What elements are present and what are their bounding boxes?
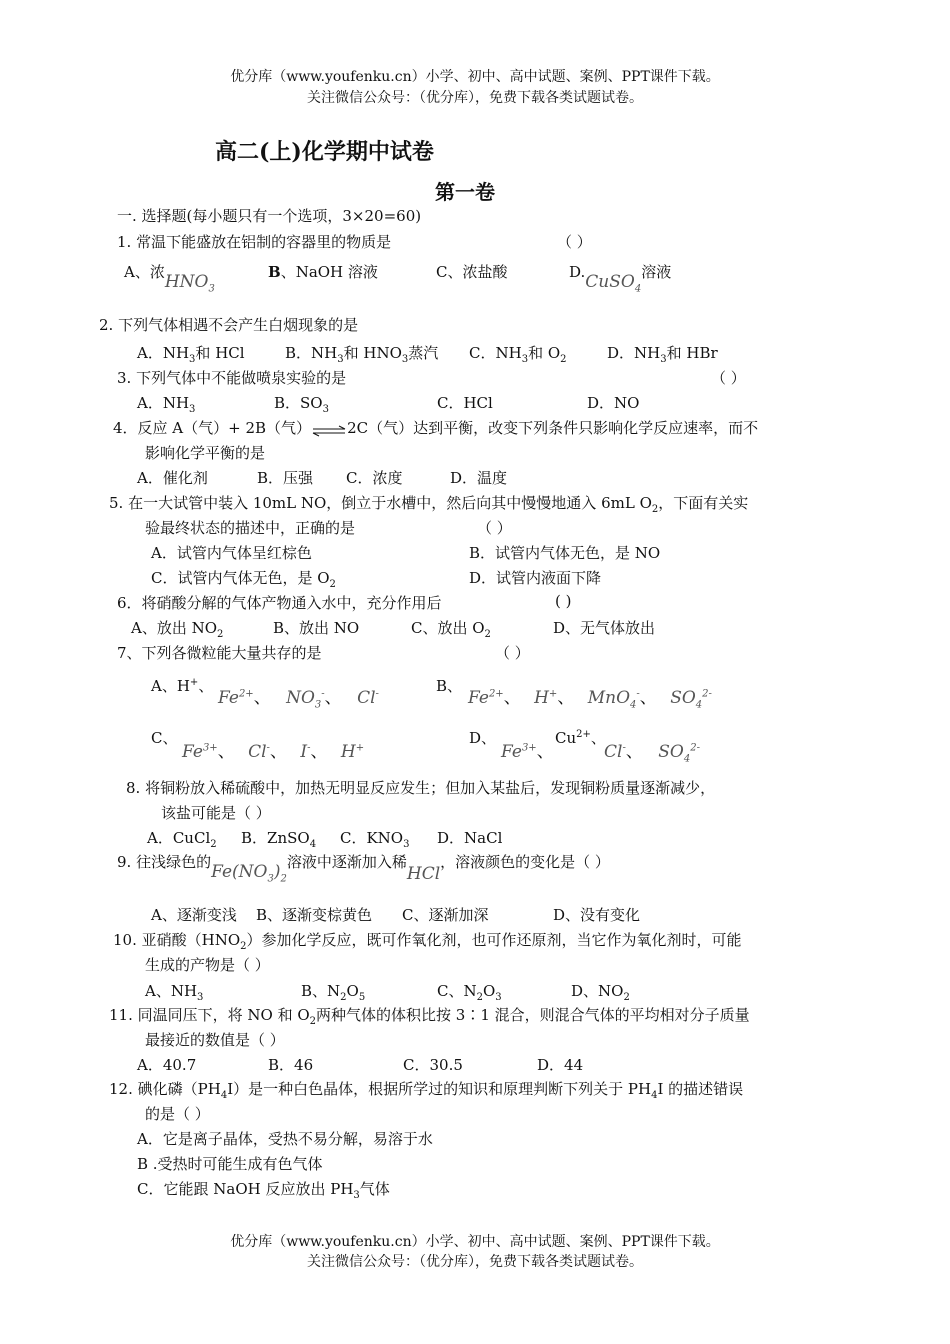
question-12-option-b: B .受热时可能生成有色气体 bbox=[137, 1155, 323, 1173]
question-6-option-c: C、放出 $O_2$ bbox=[411, 619, 491, 640]
question-5-option-a: A．试管内气体呈红棕色 bbox=[151, 544, 312, 562]
question-11-stem-line-2: 最接近的数值是（ ） bbox=[145, 1031, 285, 1049]
question-1-answer-blank: （ ） bbox=[557, 233, 592, 251]
question-10-stem-line-1: 10. 亚硝酸$(HNO_2)$参加化学反应，既可作氧化剂，也可作还原剂，当它作为氧化剂时，可能 bbox=[113, 931, 742, 952]
question-7-option-d-copper: $Cu^{2+}$、 bbox=[555, 729, 606, 747]
question-4-stem-line-1: 4．反应 A（气）+ 2B（气） 2C（气）达到平衡，改变下列条件只影响化学反应速率，而不 bbox=[113, 419, 759, 437]
question-7-option-c-formula: $Fe^{3+}$、 Cl-、 I-、 H+ bbox=[182, 742, 365, 762]
question-1-option-a: A、浓$HNO_3$ bbox=[124, 263, 215, 295]
question-2-stem: 2. 下列气体相遇不会产生白烟现象的是 bbox=[99, 316, 359, 334]
question-7-option-a: A、H+、 bbox=[151, 677, 214, 695]
question-6-answer-blank: ( ) bbox=[555, 592, 572, 610]
question-11-option-a: A．40.7 bbox=[137, 1056, 197, 1074]
question-6-stem: 6．将硝酸分解的气体产物通入水中，充分作用后 bbox=[117, 594, 442, 612]
question-9-option-a: A、逐渐变浅 bbox=[151, 906, 237, 924]
question-7-option-d-formula-rest: Cl-、 $SO_4^{2-}$ bbox=[604, 742, 700, 765]
section-instruction: 一. 选择题(每小题只有一个选项，3×20=60) bbox=[117, 207, 422, 225]
question-8-option-c: C．$KNO_3$ bbox=[340, 829, 410, 850]
question-8-option-b: B．ZnSO$_4$ bbox=[241, 829, 317, 850]
question-10-option-c: C、$N_2O_3$ bbox=[437, 982, 502, 1003]
question-9-option-d: D、没有变化 bbox=[553, 906, 641, 924]
question-7-option-b-formula: $Fe^{2+}$、 H+、 MnO$_4$-、 $SO_4^{2-}$ bbox=[468, 688, 712, 711]
question-5-option-b: B．试管内气体无色，是 NO bbox=[469, 544, 661, 562]
question-2-option-b: B．$NH_3$和 $HNO_3$蒸汽 bbox=[285, 344, 439, 365]
question-10-option-a: A、$NH_3$ bbox=[145, 982, 204, 1003]
question-7-option-c: C、 bbox=[151, 729, 178, 747]
question-4-stem-line-2: 影响化学平衡的是 bbox=[145, 444, 266, 462]
question-10-option-b: B、$N_2O_5$ bbox=[301, 982, 366, 1003]
formula-hcl: HCl bbox=[406, 864, 441, 884]
question-7-option-d-formula-fe: $Fe^{3+}$、 bbox=[501, 742, 554, 762]
question-10-stem-line-2: 生成的产物是（ ） bbox=[145, 956, 270, 974]
question-7-stem: 7、下列各微粒能大量共存的是 bbox=[117, 644, 322, 662]
formula-fe-no3-2: $Fe(NO_3)_2$ bbox=[211, 862, 287, 885]
question-2-option-d: D．$NH_3$和 HBr bbox=[607, 344, 718, 365]
question-3-option-a: A．$NH_3$ bbox=[137, 394, 196, 415]
question-12-stem-line-2: 的是（ ） bbox=[145, 1105, 210, 1123]
question-3-option-d: D．NO bbox=[587, 394, 640, 412]
question-8-stem-line-1: 8. 将铜粉放入稀硫酸中，加热无明显反应发生；但加入某盐后，发现铜粉质量逐渐减少， bbox=[126, 779, 716, 797]
header-line-2: 关注微信公众号：（优分库），免费下载各类试题试卷。 bbox=[307, 90, 643, 106]
question-7-option-a-formula: $Fe^{2+}$、 $NO_3^-$、 Cl- bbox=[218, 688, 379, 711]
equilibrium-arrow-icon bbox=[311, 423, 347, 435]
question-4-option-d: D．温度 bbox=[450, 469, 508, 487]
question-11-option-c: C．30.5 bbox=[403, 1056, 463, 1074]
question-1-option-b: B、NaOH 溶液 bbox=[268, 263, 378, 281]
question-11-option-d: D．44 bbox=[537, 1056, 584, 1074]
question-8-option-a: A．CuCl$_2$ bbox=[147, 829, 217, 850]
question-4-option-b: B．压强 bbox=[257, 469, 314, 487]
formula-hno3: $HNO_3$ bbox=[164, 272, 215, 295]
question-2-option-c: C．$NH_3$和 $O_2$ bbox=[469, 344, 567, 365]
question-8-option-d: D．NaCl bbox=[437, 829, 503, 847]
question-6-option-a: A、放出 $NO_2$ bbox=[131, 619, 224, 640]
question-12-option-a: A．它是离子晶体，受热不易分解，易溶于水 bbox=[137, 1130, 433, 1148]
question-3-option-c: C．HCl bbox=[437, 394, 493, 412]
question-6-option-d: D、无气体放出 bbox=[553, 619, 656, 637]
question-3-stem: 3. 下列气体中不能做喷泉实验的是 bbox=[117, 369, 347, 387]
question-7-option-d: D、 bbox=[469, 729, 497, 747]
question-5-answer-blank: （ ） bbox=[477, 519, 512, 537]
question-6-option-b: B、放出 NO bbox=[273, 619, 360, 637]
question-1-stem: 1. 常温下能盛放在铝制的容器里的物质是 bbox=[117, 233, 392, 251]
question-9-option-c: C、逐渐加深 bbox=[402, 906, 489, 924]
page-title: 高二(上)化学期中试卷 bbox=[215, 139, 434, 165]
question-7-answer-blank: （ ） bbox=[495, 644, 530, 662]
question-11-option-b: B．46 bbox=[268, 1056, 314, 1074]
question-3-option-b: B．$SO_3$ bbox=[274, 394, 329, 415]
question-9-stem: 9. 往浅绿色的$Fe(NO_3)_2$溶液中逐渐加入稀HCl，溶液颜色的变化是（ ） bbox=[117, 853, 610, 885]
question-4-option-c: C．浓度 bbox=[346, 469, 403, 487]
question-5-option-c: C．试管内气体无色，是 $O_2$ bbox=[151, 569, 336, 590]
question-5-stem-line-1: 5. 在一大试管中装入 10mL NO，倒立于水槽中，然后向其中慢慢地通入 6mL $O_2$，下面有关实 bbox=[109, 494, 749, 515]
question-5-option-d: D．试管内液面下降 bbox=[469, 569, 602, 587]
question-10-option-d: D、$NO_2$ bbox=[571, 982, 630, 1003]
question-1-option-d: D.CuSO$_4$溶液 bbox=[569, 263, 672, 295]
question-12-option-c: C．它能跟 NaOH 反应放出 $PH_3$气体 bbox=[137, 1180, 390, 1201]
header-line-1: 优分库（www.youfenku.cn）小学、初中、高中试题、案例、PPT课件下载。 bbox=[230, 69, 720, 85]
question-7-option-b: B、 bbox=[436, 677, 463, 695]
question-3-answer-blank: （ ） bbox=[711, 369, 746, 387]
question-4-option-a: A．催化剂 bbox=[137, 469, 208, 487]
formula-cuso4: CuSO$_4$ bbox=[585, 272, 642, 295]
footer-line-1: 优分库（www.youfenku.cn）小学、初中、高中试题、案例、PPT课件下载。 bbox=[230, 1234, 720, 1250]
question-12-stem-line-1: 12. 碘化磷$(PH_4I)$是一种白色晶体，根据所学过的知识和原理判断下列关于 $PH_4I$ 的描述错误 bbox=[109, 1080, 744, 1101]
question-1-option-c: C、浓盐酸 bbox=[436, 263, 508, 281]
question-5-stem-line-2: 验最终状态的描述中，正确的是 bbox=[145, 519, 356, 537]
question-9-option-b: B、逐渐变棕黄色 bbox=[256, 906, 373, 924]
footer-line-2: 关注微信公众号：（优分库），免费下载各类试题试卷。 bbox=[307, 1254, 643, 1270]
question-2-option-a: A．$NH_3$和 HCl bbox=[137, 344, 245, 365]
section-title: 第一卷 bbox=[435, 180, 495, 204]
question-8-stem-line-2: 该盐可能是（ ） bbox=[161, 804, 271, 822]
question-11-stem-line-1: 11. 同温同压下，将 NO 和 $O_2$两种气体的体积比按 3∶1 混合，则混合气体的平均相对分子质量 bbox=[109, 1006, 750, 1027]
